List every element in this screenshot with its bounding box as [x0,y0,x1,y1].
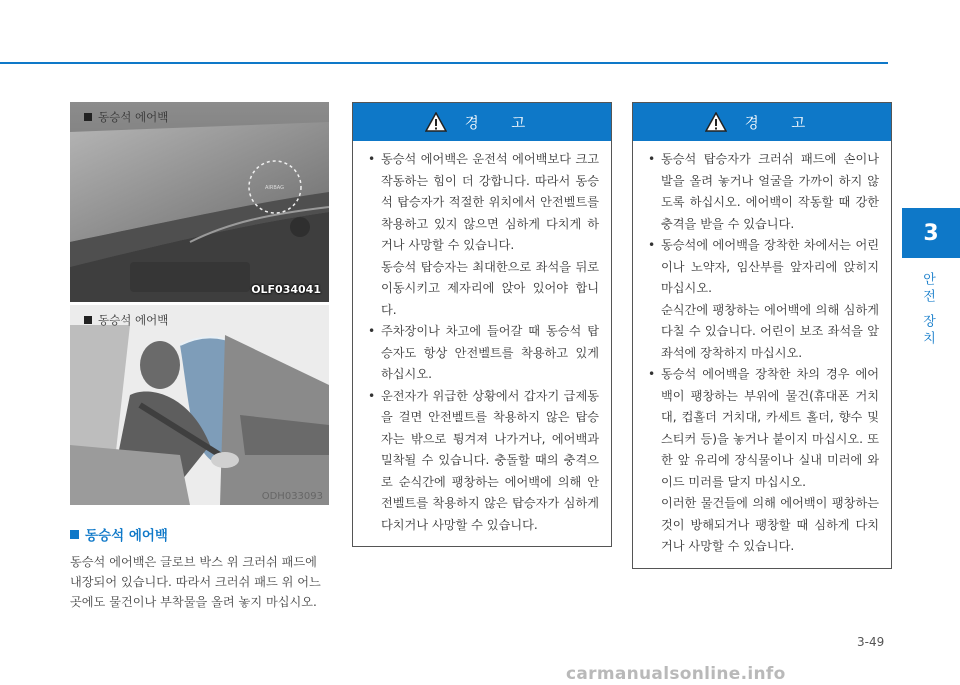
page-number: 3-49 [857,635,885,649]
warning-item-text: 운전자가 위급한 상황에서 갑자기 급제동을 걸면 안전벨트를 착용하지 않은 탑승자는 밖으로 튕겨져 나가거나, 에어백과 밀착될 수 있습니다. 충돌할 때의 충격으로 순식간에 팽창하는 에어백에 의해 안전벨트를 착용하지 않은 탑승자가 심하게 다치거나 사망할 수 있습니다. [381,388,599,532]
warning-item-note: 이러한 물건들에 의해 에어백이 팽창하는 것이 방해되거나 팽창할 때 심하게 다치거나 사망할 수 있습니다. [661,496,879,553]
square-bullet-icon [70,530,79,539]
dashboard-illustration [70,102,329,302]
top-rule [0,62,888,64]
watermark: carmanualsonline.info [566,664,786,684]
warning-item-text: 동승석 에어백은 운전석 에어백보다 크고 작동하는 힘이 더 강합니다. 따라서 동승석 탑승자가 적절한 위치에서 안전벨트를 착용하고 있지 않으면 심하게 다치게 하거나 사망할 수 있습니다. [381,152,599,252]
section-title [70,524,168,544]
chapter-title: 안전 장치 [920,272,935,349]
warning-triangle-icon [425,112,447,132]
warning-box-left [352,102,612,547]
warning-item-text: 주차장이나 차고에 들어갈 때 동승석 탑승자도 항상 안전벨트를 착용하고 있게 하십시오. [381,324,599,381]
figure-caption [84,109,168,125]
svg-text:AIRBAG: AIRBAG [265,185,285,191]
warning-item-text: 동승석 에어백을 장착한 차의 경우 에어백이 팽창하는 부위에 물건(휴대폰 거치대, 컵홀더 거치대, 카세트 홀더, 향수 및 스티커 등)을 놓거나 붙이지 마십시오. 또한 앞 유리에 장식물이나 실내 미러에 와이드 미러를 달지 마십시오. [661,367,879,489]
warning-item-text: 동승석 탑승자가 크러쉬 패드에 손이나 발을 올려 놓거나 얼굴을 가까이 하지 않도록 하십시오. 에어백이 작동할 때 강한 충격을 받을 수 있습니다. [661,152,879,231]
figure-dashboard [70,102,329,302]
chapter-number: 3 [923,220,939,246]
warning-item [645,235,879,364]
figure-code: ODH033093 [261,491,323,502]
warning-item [645,364,879,558]
chapter-tab[interactable] [902,208,960,258]
warning-header [633,103,891,141]
warning-item [365,149,599,321]
warning-triangle-icon [705,112,727,132]
square-bullet-icon [84,113,92,121]
warning-item-text: 동승석에 에어백을 장착한 차에서는 어린이나 노약자, 임산부를 앞자리에 앉히지 마십시오. [661,238,879,295]
warning-item [365,321,599,386]
figure-caption-text: 동승석 에어백 [98,110,169,124]
warning-item [365,386,599,537]
figure-caption [84,312,168,328]
square-bullet-icon [84,316,92,324]
warning-list [353,141,611,546]
warning-item [645,149,879,235]
warning-title: 경 고 [744,115,820,132]
warning-item-note: 순식간에 팽창하는 에어백에 의해 심하게 다칠 수 있습니다. 어린이 보조 좌석을 앞좌석에 장착하지 마십시오. [661,302,879,360]
figure-airbag-deployment [70,305,329,505]
section-title-text: 동승석 에어백 [85,528,168,544]
figure-code: OLF034041 [251,283,321,296]
warning-box-right [632,102,892,569]
warning-header [353,103,611,141]
warning-list [633,141,891,568]
warning-item-note: 동승석 탑승자는 최대한으로 좌석을 뒤로 이동시키고 제자리에 앉아 있어야 합니다. [381,259,599,317]
warning-title: 경 고 [464,115,540,132]
figure-caption-text: 동승석 에어백 [98,313,169,327]
section-body: 동승석 에어백은 글로브 박스 위 크러쉬 패드에 내장되어 있습니다. 따라서 크러쉬 패드 위 어느 곳에도 물건이나 부착물을 올려 놓지 마십시오. [70,555,321,609]
airbag-deployment-illustration [70,305,329,505]
